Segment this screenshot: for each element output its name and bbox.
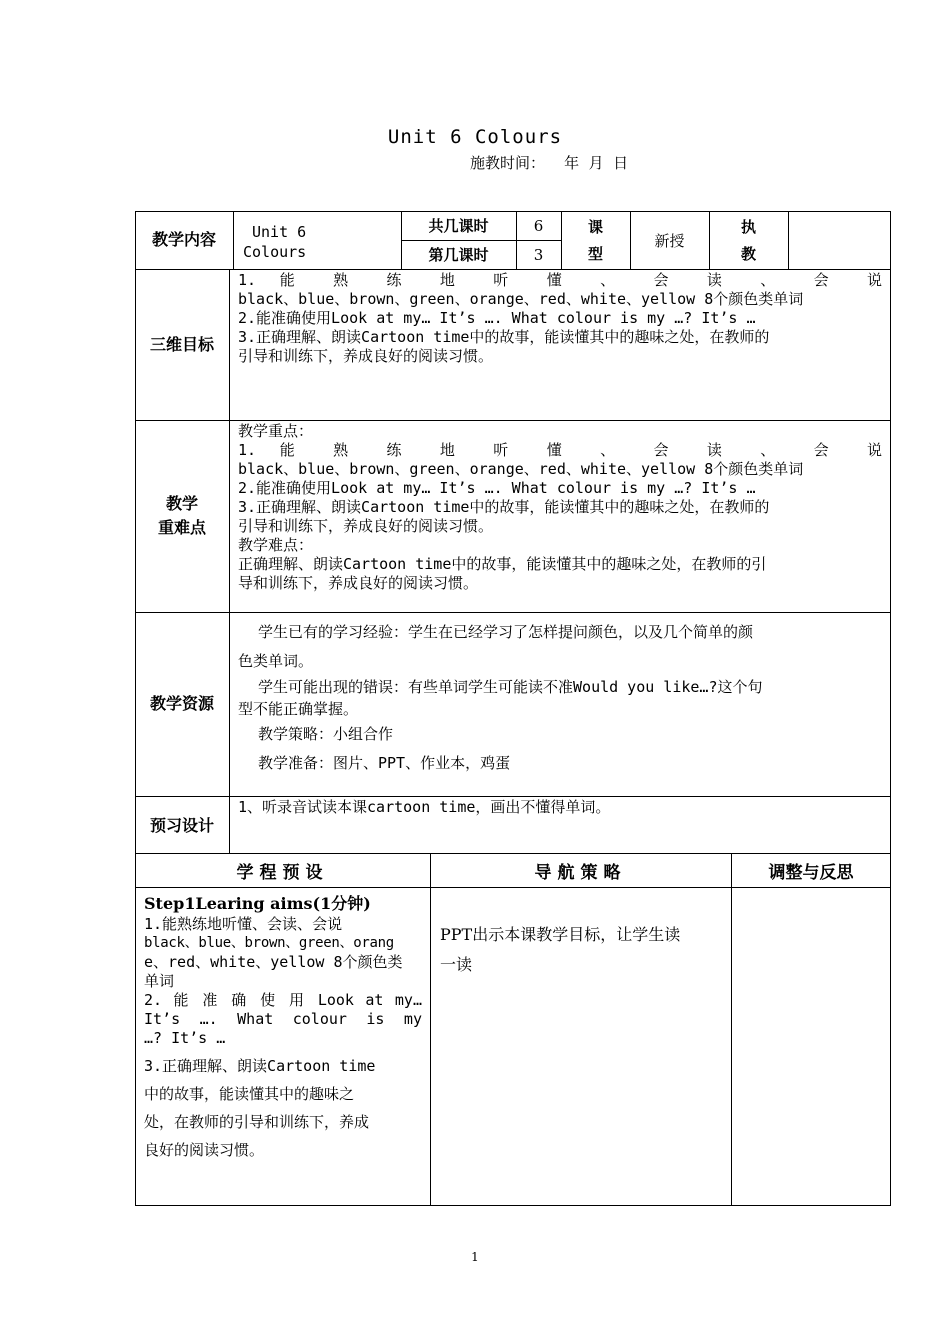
column-divider <box>229 269 230 853</box>
step-1-line-4: 单词 <box>144 972 175 990</box>
period-number-label: 第几课时 <box>428 246 489 264</box>
step-1-line-6: It’s …. What colour is my <box>144 1010 422 1028</box>
goals-line-3: 2.能准确使用Look at my… It’s …. What colour is my …? It’s … <box>238 309 756 327</box>
total-periods-label: 共几课时 <box>428 217 489 235</box>
teacher-label-2: 教 <box>740 244 756 263</box>
process-header: 学程预设 <box>236 862 329 883</box>
row-divider <box>135 269 891 270</box>
total-periods-value: 6 <box>533 217 544 235</box>
column-divider <box>731 853 732 1206</box>
period-number-value: 3 <box>533 246 544 264</box>
teacher-value <box>788 212 891 269</box>
goals-line-4: 3.正确理解、朗读Cartoon time中的故事，能读懂其中的趣味之处，在教师的 <box>238 328 770 346</box>
teaching-date-line: 施教时间： 年 月 日 <box>470 154 629 172</box>
strategy-line-1: PPT出示本课教学目标，让学生读 <box>440 925 681 944</box>
resources-content <box>238 618 884 778</box>
row-divider <box>135 612 891 613</box>
strategy-header: 导航策略 <box>534 862 627 883</box>
lesson-type-label-2: 型 <box>587 244 603 263</box>
lesson-type-label-1: 课 <box>587 217 603 236</box>
lesson-type-value: 新授 <box>654 231 685 250</box>
step-1-title: Step1Learing aims(1分钟) <box>144 894 371 913</box>
teacher-label <box>709 212 788 269</box>
key-points-line-4: 3.正确理解、朗读Cartoon time中的故事，能读懂其中的趣味之处，在教师的 <box>238 498 770 516</box>
step-1-line-9: 中的故事，能读懂其中的趣味之 <box>144 1085 355 1103</box>
preview-content: 1、听录音试读本课cartoon time，画出不懂得单词。 <box>238 798 611 816</box>
step-1-line-11: 良好的阅读习惯。 <box>144 1141 265 1159</box>
preview-label: 预习设计 <box>149 816 214 835</box>
key-points-line-3: 2.能准确使用Look at my… It’s …. What colour is my …? It’s … <box>238 479 756 497</box>
row-divider <box>135 420 891 421</box>
goals-line-5: 引导和训练下，养成良好的阅读习惯。 <box>238 347 494 365</box>
lesson-type-label <box>561 212 630 269</box>
step-1-line-1: 1.能熟练地听懂、会读、会说 <box>144 915 343 933</box>
goals-line-1: 1. 能 熟 练 地 听 懂 、 会 读 、 会 说 <box>238 271 882 289</box>
step-1-strategy <box>440 920 726 980</box>
resources-p2-line-2: 型不能正确掌握。 <box>238 700 359 718</box>
resources-strategy: 教学策略：小组合作 <box>258 725 394 743</box>
page-number: 1 <box>471 1250 479 1264</box>
key-points-line-2: black、blue、brown、green、orange、red、white、yellow 8个颜色类单词 <box>238 460 804 478</box>
row-divider <box>135 887 891 888</box>
goals-label: 三维目标 <box>149 334 214 354</box>
difficulty-line-2: 导和训练下，养成良好的阅读习惯。 <box>238 574 479 592</box>
resources-p1-line-1: 学生已有的学习经验：学生在已经学习了怎样提问颜色，以及几个简单的颜 <box>258 623 754 641</box>
step-1-line-8: 3.正确理解、朗读Cartoon time <box>144 1057 376 1075</box>
column-divider <box>430 853 431 1206</box>
key-points-heading: 教学重点： <box>238 422 314 440</box>
step-1-line-5: 2. 能 准 确 使 用 Look at my… <box>144 991 422 1009</box>
resources-p2-line-1: 学生可能出现的错误：有些单词学生可能读不准Would you like…?这个句 <box>258 678 763 696</box>
unit-line-1: Unit 6 <box>252 223 307 241</box>
key-points-line-5: 引导和训练下，养成良好的阅读习惯。 <box>238 517 494 535</box>
strategy-line-2: 一读 <box>440 955 473 974</box>
column-divider <box>233 211 234 269</box>
step-1-content <box>144 893 422 1164</box>
document-title: Unit 6 Colours <box>387 126 563 148</box>
teacher-label-1: 执 <box>740 217 756 236</box>
reflection-header: 调整与反思 <box>768 862 854 883</box>
step-1-line-7: …? It’s … <box>144 1029 226 1047</box>
difficulty-line-1: 正确理解、朗读Cartoon time中的故事，能读懂其中的趣味之处，在教师的引 <box>238 555 767 573</box>
unit-line-2: Colours <box>243 243 307 261</box>
key-points-content <box>238 422 882 593</box>
step-1-line-2: black、blue、brown、green、orang <box>144 935 394 951</box>
key-points-label-2: 重难点 <box>157 518 206 537</box>
key-points-label <box>135 420 229 612</box>
unit-name <box>243 222 393 262</box>
key-points-line-1: 1. 能 熟 练 地 听 懂 、 会 读 、 会 说 <box>238 441 882 459</box>
resources-preparation: 教学准备：图片、PPT、作业本，鸡蛋 <box>258 754 511 772</box>
content-label: 教学内容 <box>151 230 216 249</box>
resources-label: 教学资源 <box>149 694 214 713</box>
step-1-line-10: 处，在教师的引导和训练下，养成 <box>144 1113 370 1131</box>
step-1-line-3: e、red、white、yellow 8个颜色类 <box>144 953 403 971</box>
difficulty-heading: 教学难点： <box>238 536 314 554</box>
key-points-label-1: 教学 <box>165 494 198 513</box>
resources-p1-line-2: 色类单词。 <box>238 652 314 670</box>
goals-content <box>238 271 882 366</box>
goals-line-2: black、blue、brown、green、orange、red、white、yellow 8个颜色类单词 <box>238 290 804 308</box>
